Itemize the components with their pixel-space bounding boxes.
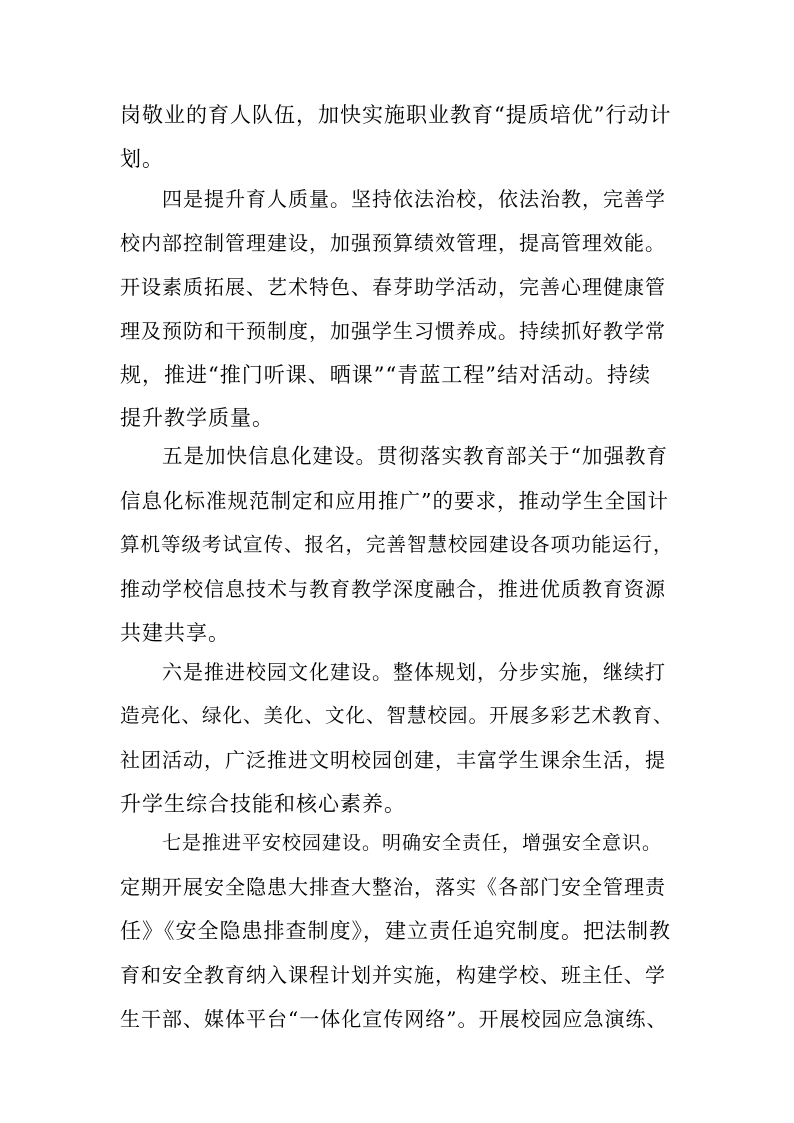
text-line: 规，推进“推门听课、晒课”“青蓝工程”结对活动。持续 (120, 363, 651, 387)
paragraph-heading-line: 五是加快信息化建设。贯彻落实教育部关于“加强教育 (162, 444, 668, 468)
text-line: 理及预防和干预制度，加强学生习惯养成。持续抓好教学常 (120, 319, 666, 343)
text-line: 任》《安全隐患排查制度》，建立责任追究制度。把法制教 (120, 919, 671, 943)
text-line: 推动学校信息技术与教育教学深度融合，推进优质教育资源 (120, 577, 666, 601)
text-line: 提升教学质量。 (120, 406, 274, 430)
text-line: 校内部控制管理建设，加强预算绩效管理，提高管理效能。 (120, 231, 666, 255)
text-line: 信息化标准规范制定和应用推广”的要求，推动学生全国计 (120, 489, 669, 513)
text-line: 算机等级考试宣传、报名，完善智慧校园建设各项功能运行， (120, 533, 674, 556)
text-line: 造亮化、绿化、美化、文化、智慧校园。开展多彩艺术教育、 (120, 704, 674, 727)
text-line: 岗敬业的育人队伍，加快实施职业教育“提质培优”行动计 (120, 103, 672, 127)
text-line: 育和安全教育纳入课程计划并实施，构建学校、班主任、学 (120, 963, 666, 987)
text-line: 划。 (120, 147, 164, 171)
text-line: 生干部、媒体平台“一体化宣传网络”。开展校园应急演练、 (120, 1007, 668, 1031)
paragraph-heading-line: 四是提升育人质量。坚持依法治校，依法治教，完善学 (162, 187, 666, 211)
paragraph-heading-line: 六是推进校园文化建设。整体规划，分步实施，继续打 (162, 660, 666, 684)
text-line: 社团活动，广泛推进文明校园创建，丰富学生课余生活，提 (120, 748, 666, 772)
text-line: 共建共享。 (120, 621, 230, 645)
text-line: 升学生综合技能和核心素养。 (120, 792, 406, 816)
text-line: 开设素质拓展、艺术特色、春芽助学活动，完善心理健康管 (120, 275, 666, 299)
text-line: 定期开展安全隐患大排查大整治，落实《各部门安全管理责 (120, 875, 666, 899)
paragraph-heading-line: 七是推进平安校园建设。明确安全责任，增强安全意识。 (162, 832, 663, 854)
